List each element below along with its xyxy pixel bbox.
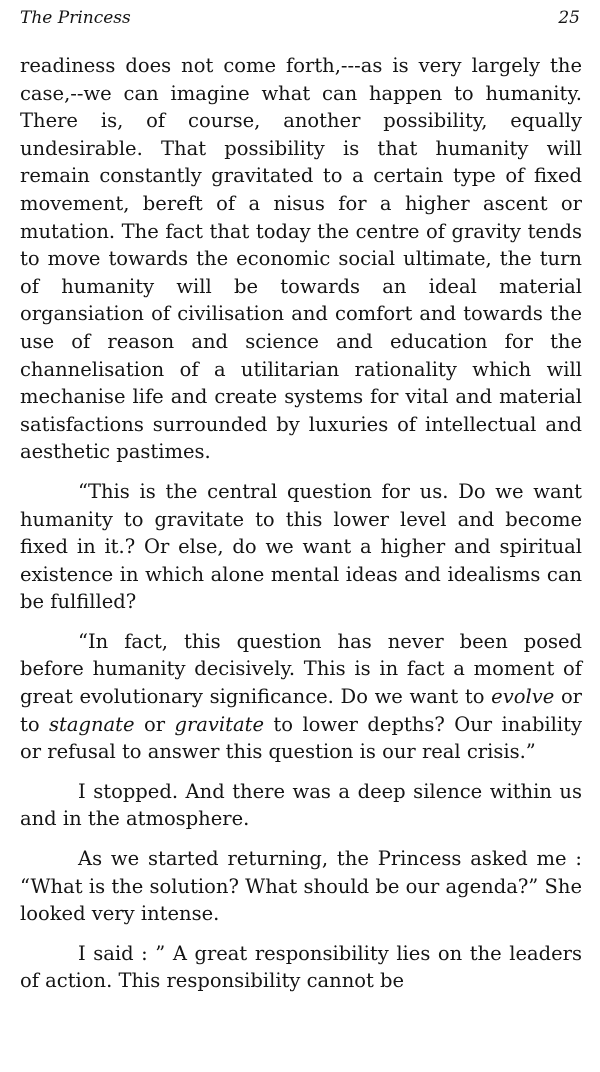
- text-run: or to: [20, 685, 583, 736]
- emphasis-stagnate: stagnate: [49, 712, 135, 736]
- paragraph-evolutionary-significance: [20, 628, 582, 766]
- emphasis-gravitate: gravitate: [174, 712, 264, 736]
- paragraph-continuation: readiness does not come forth,---as is very largely the case,--we can imagine what can happen to humanity. There is, of course, another possibility, equally undesirable. That possibility is that humanity will remain constantly gravitated to a certain type of fixed movement, bereft of a nisus for a higher ascent or mutation. The fact that today the centre of gravity tends to move towards the economic social ultimate, the turn of humanity will be towards an ideal material organsiation of civilisation and comfort and towards the use of reason and science and education for the channelisation of a utilitarian rationality which will mechanise life and create systems for vital and material satisfactions surrounded by luxuries of intellectual and aesthetic pastimes.: [20, 54, 582, 464]
- paragraph-princess-asked: As we started returning, the Princess asked me : “What is the solution? What should be our agenda?” She looked very intense.: [20, 847, 582, 926]
- paragraph-silence: I stopped. And there was a deep silence within us and in the atmosphere.: [20, 779, 582, 831]
- running-title: The Princess: [20, 8, 131, 28]
- text-run: “In fact, this question has never been posed before humanity decisively. This is in fact a moment of great evolutionary significance. Do we want to: [20, 629, 582, 709]
- text-run: to lower depths? Our inability or refusal to answer this question is our real crisis.”: [20, 712, 582, 764]
- running-header: [20, 8, 580, 32]
- paragraph-central-question: “This is the central question for us. Do we want humanity to gravitate to this lower level and become fixed in it.? Or else, do we want a higher and spiritual existence in which alone mental ideas and idealisms can be fulfilled?: [20, 479, 582, 614]
- page-number: 25: [558, 8, 580, 28]
- text-run: or: [134, 712, 175, 736]
- paragraph-responsibility: I said : ” A great responsibility lies on the leaders of action. This responsibility cannot be: [20, 941, 582, 993]
- body-text: [20, 52, 582, 995]
- emphasis-evolve: evolve: [491, 685, 555, 709]
